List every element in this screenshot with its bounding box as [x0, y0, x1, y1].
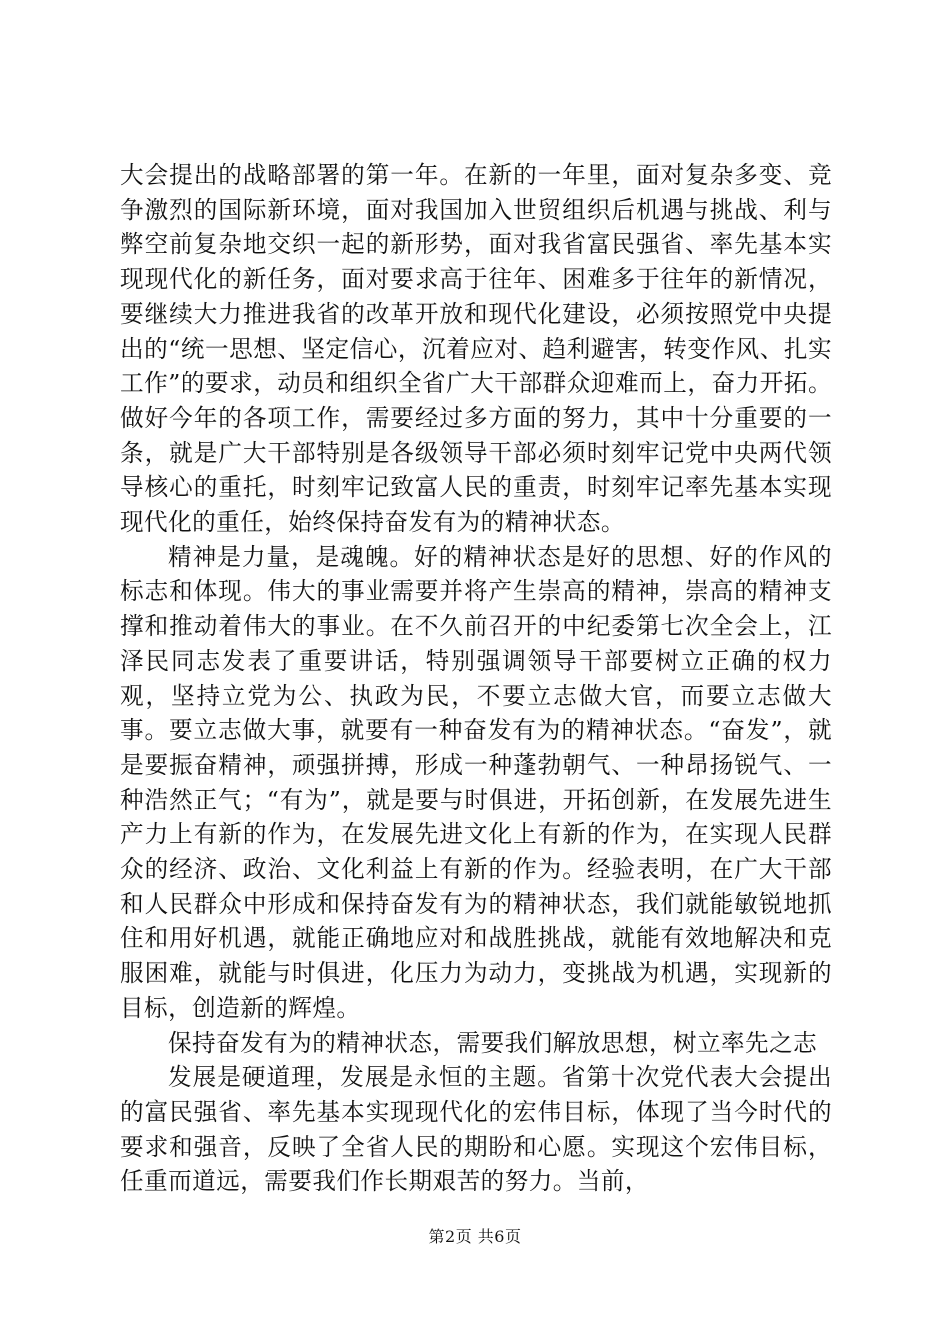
paragraph-spirit: 精神是力量，是魂魄。好的精神状态是好的思想、好的作风的标志和体现。伟大的事业需要并将产生崇高的精神，崇高的精神支撑和推动着伟大的事业。在不久前召开的中纪委第七次全会上，江泽民同志发表了重要讲话，特别强调领导干部要树立正确的权力观，坚持立党为公、执政为民，不要立志做大官，而要立志做大事。要立志做大事，就要有一种奋发有为的精神状态。“奋发”，就是要振奋精神，顽强拼搏，形成一种蓬勃朝气、一种昂扬锐气、一种浩然正气；“有为”，就是要与时俱进，开拓创新，在发展先进生产力上有新的作为，在发展先进文化上有新的作为，在实现人民群众的经济、政治、文化利益上有新的作为。经验表明，在广大干部和人民群众中形成和保持奋发有为的精神状态，我们就能敏锐地抓住和用好机遇，就能正确地应对和战胜挑战，就能有效地解决和克服困难，就能与时俱进，化压力为动力，变挑战为机遇，实现新的目标，创造新的辉煌。 — [120, 542, 832, 1022]
paragraph-continuation: 大会提出的战略部署的第一年。在新的一年里，面对复杂多变、竞争激烈的国际新环境，面对我国加入世贸组织后机遇与挑战、利与弊空前复杂地交织一起的新形势，面对我省富民强省、率先基本实现现代化的新任务，面对要求高于往年、困难多于往年的新情况，要继续大力推进我省的改革开放和现代化建设，必须按照党中央提出的“统一思想、坚定信心，沉着应对、趋利避害，转变作风、扎实工作”的要求，动员和组织全省广大干部群众迎难而上，奋力开拓。做好今年的各项工作，需要经过多方面的努力，其中十分重要的一条，就是广大干部特别是各级领导干部必须时刻牢记党中央两代领导核心的重托，时刻牢记致富人民的重责，时刻牢记率先基本实现现代化的重任，始终保持奋发有为的精神状态。 — [120, 161, 832, 537]
paragraph-development: 发展是硬道理，发展是永恒的主题。省第十次党代表大会提出的富民强省、率先基本实现现代化的宏伟目标，体现了当今时代的要求和强音，反映了全省人民的期盼和心愿。实现这个宏伟目标，任重而道远，需要我们作长期艰苦的努力。当前， — [120, 1063, 832, 1196]
paragraph-heading-liberate-thought: 保持奋发有为的精神状态，需要我们解放思想，树立率先之志 — [168, 1028, 818, 1057]
page-footer: 第2页 共6页 — [428, 1227, 522, 1246]
document-body — [120, 158, 832, 1199]
